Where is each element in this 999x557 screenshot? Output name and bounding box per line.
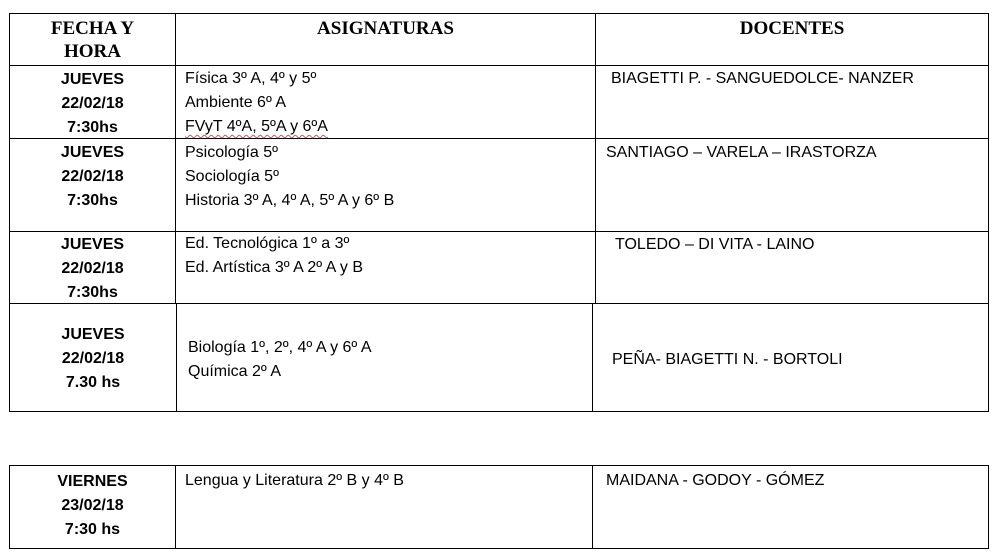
row-day: JUEVES: [61, 326, 125, 343]
table-border-bottom: [9, 548, 989, 549]
column-divider: [176, 303, 177, 412]
row-time: 7:30hs: [67, 192, 118, 209]
column-divider: [595, 13, 596, 304]
row-time: 7:30hs: [67, 284, 118, 301]
subject-item: Ed. Tecnológica 1º a 3º: [185, 235, 350, 252]
row-teachers: TOLEDO – DI VITA - LAINO: [615, 236, 815, 253]
subject-item: FVyT 4ºA, 5ºA y 6ºA: [185, 118, 328, 135]
table-border-bottom: [9, 411, 989, 412]
header-fecha-line1: FECHA Y: [50, 18, 135, 39]
row-teachers: BIAGETTI P. - SANGUEDOLCE- NANZER: [611, 70, 914, 87]
row-subjects: [185, 67, 328, 139]
subject-item: Sociología 5º: [185, 168, 279, 185]
row-date: [10, 141, 175, 213]
row-time: 7.30 hs: [65, 374, 121, 391]
subject-item: Física 3º A, 4º y 5º: [185, 70, 317, 87]
row-day: VIERNES: [57, 473, 128, 490]
row-teachers: SANTIAGO – VARELA – IRASTORZA: [606, 144, 877, 161]
subject-item: Lengua y Literatura 2º B y 4º B: [185, 472, 404, 489]
header-docentes: DOCENTES: [739, 18, 845, 39]
table-border-top: [9, 13, 989, 14]
row-day: JUEVES: [60, 236, 125, 253]
table-border-right: [988, 13, 989, 412]
row-subjects: [185, 232, 363, 280]
row-date: [10, 470, 175, 542]
row-divider: [9, 231, 989, 232]
row-day: JUEVES: [60, 71, 125, 88]
header-asignaturas: ASIGNATURAS: [317, 18, 454, 39]
row-subjects: [188, 336, 372, 384]
row-date: [10, 323, 176, 395]
row-date-value: 23/02/18: [61, 497, 124, 514]
column-divider: [175, 465, 176, 549]
row-teachers: PEÑA- BIAGETTI N. - BORTOLI: [612, 351, 843, 368]
header-fecha-line2: HORA: [64, 41, 121, 62]
row-teachers: MAIDANA - GODOY - GÓMEZ: [606, 472, 825, 489]
row-divider: [9, 65, 989, 66]
row-date-value: 22/02/18: [61, 95, 124, 112]
subject-item: Ed. Artística 3º A 2º A y B: [185, 259, 364, 276]
row-date-value: 22/02/18: [61, 260, 124, 277]
subject-item: Ambiente 6º A: [185, 94, 287, 111]
row-day: JUEVES: [60, 144, 125, 161]
row-subjects: [185, 141, 394, 213]
row-date: [10, 233, 175, 305]
subject-item: Química 2º A: [188, 363, 281, 380]
subject-item: Biología 1º, 2º, 4º A y 6º A: [188, 339, 372, 356]
row-date-value: 22/02/18: [61, 168, 124, 185]
subject-item: Psicología 5º: [185, 144, 279, 161]
column-divider: [175, 13, 176, 304]
row-time: 7:30 hs: [64, 521, 121, 538]
row-date: [10, 68, 175, 140]
row-subjects: [185, 469, 404, 493]
column-divider: [592, 303, 593, 412]
header-fecha-hora: [10, 17, 175, 63]
table-border-top: [9, 465, 989, 466]
row-time: 7:30hs: [67, 119, 118, 136]
subject-item: Historia 3º A, 4º A, 5º A y 6º B: [185, 192, 395, 209]
column-divider: [592, 465, 593, 549]
row-date-value: 22/02/18: [61, 350, 125, 367]
table-border-right: [988, 465, 989, 549]
